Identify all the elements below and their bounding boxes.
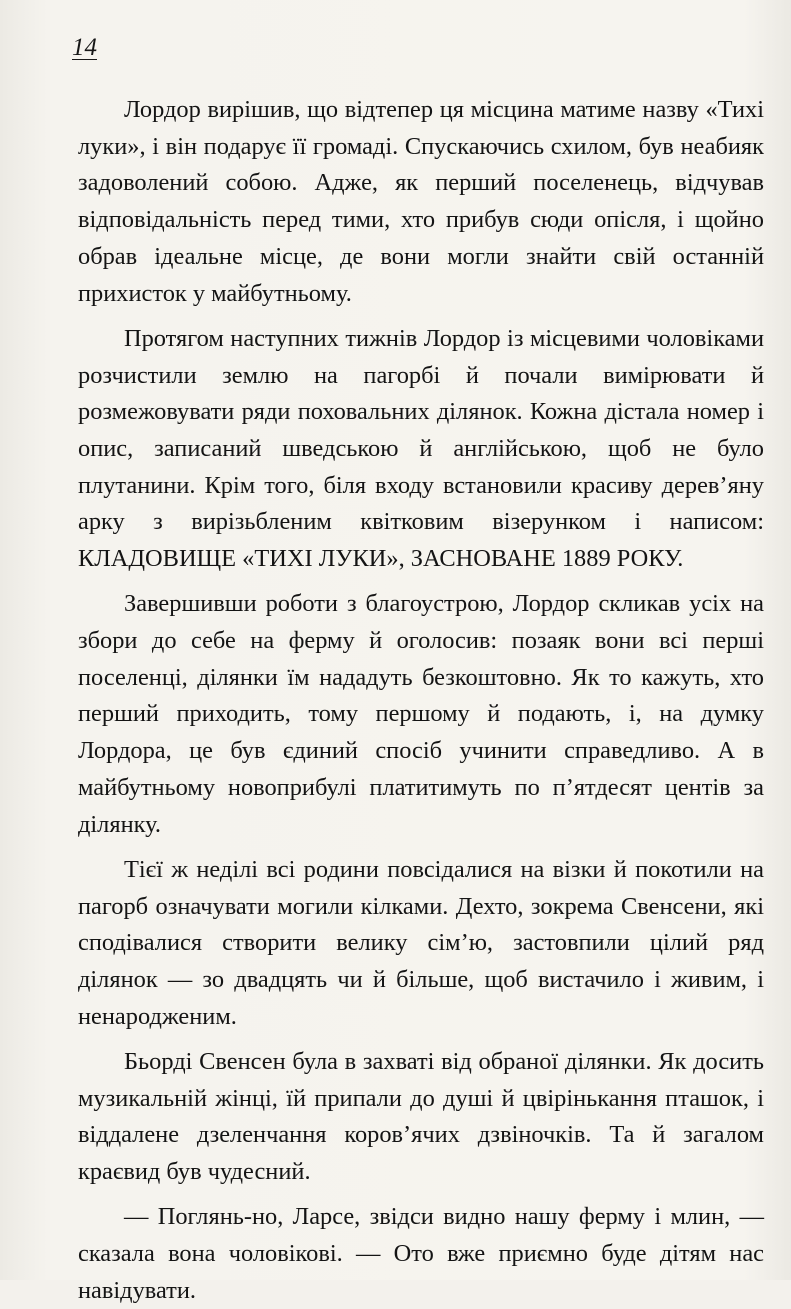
paragraph-3: Завершивши роботи з благоустрою, Лордор скликав усіх на збори до себе на ферму й оголосив: позаяк вони всі перші поселенці, ділянки їм нададуть безкоштовно. Як то кажуть, хто перший приходить, тому першому й подають, і, на думку Лордора, це був єдиний спосіб учинити справедливо. А в майбутньому новоприбулі платитимуть по п’ятдесят центів за ділянку.	[78, 590, 764, 838]
paragraph-1: Лордор вирішив, що відтепер ця місцина матиме назву «Тихі луки», і він подарує її громаді. Спускаючись схилом, був неабияк задоволений собою. Адже, як перший поселенець, відчував відповідальність перед тими, хто прибув сюди опісля, і щойно обрав ідеальне місце, де вони могли знайти свій останній прихисток у майбутньому.	[78, 96, 764, 307]
body-text	[78, 92, 764, 1309]
paragraph-5: Бьорді Свенсен була в захваті від обраної ділянки. Як досить музикальній жінці, їй припали до душі й цвірінькання пташок, і віддалене дзеленчання коров’ячих дзвіночків. Та й загалом краєвид був чудесний.	[78, 1047, 764, 1186]
paragraph-4: Тієї ж неділі всі родини повсідалися на візки й покотили на пагорб означувати могили кілками. Дехто, зокрема Свенсени, які сподівалися створити велику сім’ю, застовпили цілий ряд ділянок — зо двадцять чи й більше, щоб вистачило і живим, і ненародженим.	[78, 855, 764, 1030]
paragraph-6: — Поглянь-но, Ларсе, звідси видно нашу ферму і млин, — сказала вона чоловікові. — Ото вже приємно буде дітям нас навідувати.	[78, 1203, 764, 1304]
paragraph-2: Протягом наступних тижнів Лордор із місцевими чоловіками розчистили землю на пагорбі й почали вимірювати й розмежовувати ряди поховальних ділянок. Кожна дістала номер і опис, записаний шведською й англійською, щоб не було плутанини. Крім того, біля входу встановили красиву дерев’яну арку з вирізьбленим квітковим візерунком і написом: КЛАДОВИЩЕ «ТИХІ ЛУКИ», ЗАСНОВАНЕ 1889 РОКУ.	[78, 324, 764, 573]
page-number: 14	[72, 34, 97, 61]
